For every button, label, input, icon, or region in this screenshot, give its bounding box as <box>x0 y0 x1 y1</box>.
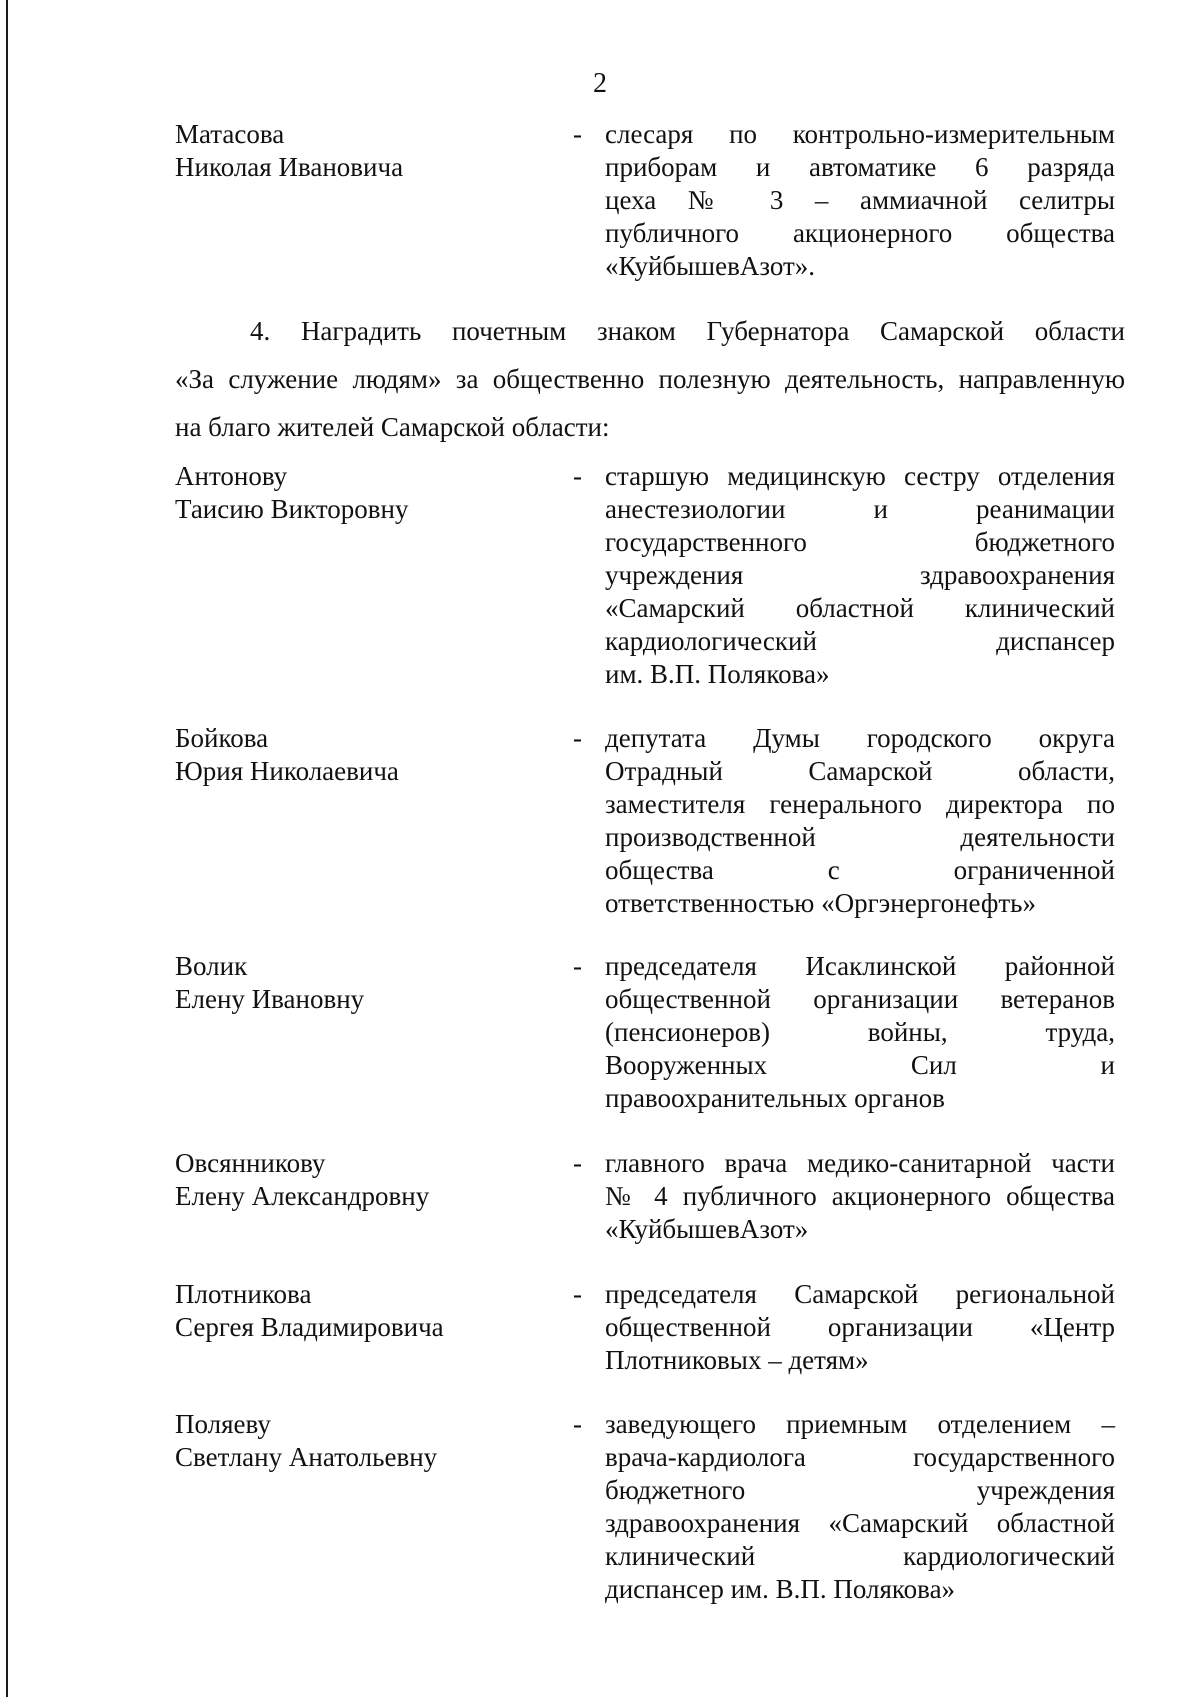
page-number: 2 <box>593 68 607 99</box>
recipient-name: Матасова Николая Ивановича <box>175 119 404 182</box>
entry-dash: - <box>573 1148 582 1178</box>
entry-dash: - <box>573 1409 582 1439</box>
recipient-name: Волик Елену Ивановну <box>175 951 365 1014</box>
recipient-position: слесаря по контрольно-измерительным приборам и автоматике 6 разряда цеха № 3 – аммиачной селитры публичного акционерного общества «КуйбышевАзот». <box>605 119 1115 281</box>
recipient-name: Поляеву Светлану Анатольевну <box>175 1409 438 1472</box>
recipient-position: главного врача медико-санитарной части № 4 публичного акционерного общества «КуйбышевАзот» <box>605 1148 1115 1244</box>
recipient-position: депутата Думы городского округа Отрадный Самарской области, заместителя генерального директора по производственной деятельности общества с ограниченной ответственностью «Оргэнергонефть» <box>605 723 1115 918</box>
recipient-position: председателя Самарской региональной общественной организации «Центр Плотниковых – детям» <box>605 1279 1115 1375</box>
entry-dash: - <box>573 119 582 149</box>
entry-dash: - <box>573 723 582 753</box>
recipient-name: Антонову Таисию Викторовну <box>175 461 409 524</box>
award-paragraph-4: 4. Наградить почетным знаком Губернатора Самарской области «За служение людям» за общественно полезную деятельность, направленную на благо жителей Самарской области: <box>175 316 1125 442</box>
recipient-name: Плотникова Сергея Владимировича <box>175 1279 444 1342</box>
entry-dash: - <box>573 951 582 981</box>
entry-dash: - <box>573 1279 582 1309</box>
recipient-position: заведующего приемным отделением – врача-кардиолога государственного бюджетного учреждения здравоохранения «Самарский областной клинический кардиологический диспансер им. В.П. Полякова» <box>605 1409 1115 1604</box>
scan-edge-line <box>6 0 8 1697</box>
recipient-name: Бойкова Юрия Николаевича <box>175 723 399 786</box>
recipient-position: председателя Исаклинской районной общественной организации ветеранов (пенсионеров) войны, труда, Вооруженных Сил и правоохранительных органов <box>605 951 1115 1113</box>
recipient-name: Овсянникову Елену Александровну <box>175 1148 430 1211</box>
entry-dash: - <box>573 461 582 491</box>
recipient-position: старшую медицинскую сестру отделения анестезиологии и реанимации государственного бюджетного учреждения здравоохранения «Самарский областной клинический кардиологический диспансер им. В.П. Полякова» <box>605 461 1115 689</box>
